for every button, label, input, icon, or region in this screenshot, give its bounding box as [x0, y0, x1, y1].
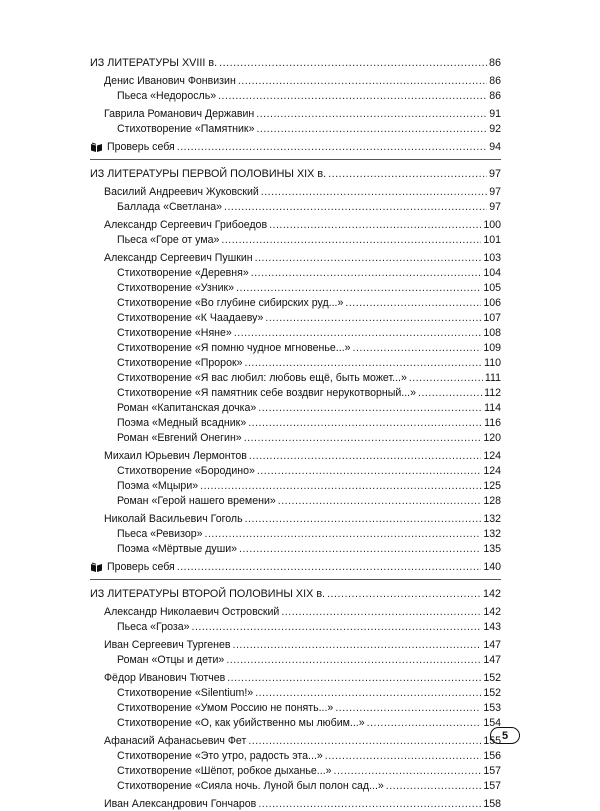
toc-work[interactable]: [90, 280, 501, 295]
self-check-label: Проверь себя: [107, 561, 175, 573]
toc-work-title: Роман «Евгений Онегин»: [117, 432, 242, 444]
toc-work-page: 105: [483, 282, 501, 294]
toc-author[interactable]: [90, 184, 501, 199]
toc-work-page: 124: [483, 465, 501, 477]
toc-work-page: 154: [483, 717, 501, 729]
toc-work-page: 120: [483, 432, 501, 444]
toc-work[interactable]: [90, 310, 501, 325]
section-heading-title: ИЗ ЛИТЕРАТУРЫ ВТОРОЙ ПОЛОВИНЫ XIX в.: [90, 588, 326, 600]
toc-work[interactable]: [90, 778, 501, 793]
toc-author-title: Александр Сергеевич Пушкин: [104, 252, 253, 264]
dot-leader: [269, 219, 481, 232]
dot-leader: [256, 123, 487, 136]
toc-work[interactable]: [90, 478, 501, 493]
toc-work-page: 86: [489, 90, 501, 102]
toc-work-title: Стихотворение «Узник»: [117, 282, 235, 294]
self-check-entry[interactable]: [90, 559, 501, 574]
section-divider: [90, 159, 501, 160]
dot-leader: [255, 252, 482, 265]
toc-work[interactable]: [90, 400, 501, 415]
toc-work[interactable]: [90, 295, 501, 310]
dot-leader: [334, 765, 482, 778]
toc-work[interactable]: [90, 370, 501, 385]
open-book-icon: [90, 562, 103, 573]
dot-leader: [226, 654, 481, 667]
toc-work-page: 108: [483, 327, 501, 339]
dot-leader: [265, 312, 481, 325]
dot-leader: [418, 387, 482, 400]
dot-leader: [227, 672, 481, 685]
toc-work[interactable]: [90, 385, 501, 400]
dot-leader: [192, 621, 482, 634]
dot-leader: [248, 735, 481, 748]
toc-work[interactable]: [90, 430, 501, 445]
dot-leader: [255, 687, 481, 700]
dot-leader: [386, 780, 482, 793]
toc-work[interactable]: [90, 340, 501, 355]
self-check-entry-page: 140: [483, 561, 501, 573]
toc-work[interactable]: [90, 88, 501, 103]
toc-work-title: Стихотворение «Silentium!»: [117, 687, 254, 699]
toc-work-title: Роман «Отцы и дети»: [117, 654, 225, 666]
toc-work-title: Пьеса «Гроза»: [117, 621, 190, 633]
dot-leader: [327, 588, 481, 601]
toc-work-page: 156: [483, 750, 501, 762]
dot-leader: [335, 702, 481, 715]
toc-work-page: 106: [483, 297, 501, 309]
toc-work-title: Пьеса «Горе от ума»: [117, 234, 220, 246]
dot-leader: [239, 543, 481, 556]
section-heading-page: 86: [488, 57, 501, 69]
toc-author-title: Василий Андреевич Жуковский: [104, 186, 259, 198]
toc-author-title: Михаил Юрьевич Лермонтов: [104, 450, 247, 462]
dot-leader: [261, 186, 487, 199]
dot-leader: [177, 141, 487, 154]
dot-leader: [244, 432, 482, 445]
toc-work-title: Поэма «Мёртвые души»: [117, 543, 238, 555]
toc-work-page: 135: [483, 543, 501, 555]
toc-work[interactable]: [90, 325, 501, 340]
toc-work-page: 125: [483, 480, 501, 492]
toc-work[interactable]: [90, 265, 501, 280]
section-heading-title: ИЗ ЛИТЕРАТУРЫ ПЕРВОЙ ПОЛОВИНЫ XIX в.: [90, 168, 327, 180]
self-check-entry-page: 94: [489, 141, 501, 153]
toc-work-title: Стихотворение «Во глубине сибирских руд...»: [117, 297, 344, 309]
dot-leader: [238, 75, 487, 88]
self-check-label: Проверь себя: [107, 141, 175, 153]
section-heading-title: ИЗ ЛИТЕРАТУРЫ XVIII в.: [90, 57, 218, 69]
toc-author[interactable]: [90, 73, 501, 88]
toc-work[interactable]: [90, 748, 501, 763]
toc-work-page: 101: [483, 234, 501, 246]
toc-author-page: 100: [483, 219, 501, 231]
toc-work-title: Пьеса «Недоросль»: [117, 90, 217, 102]
toc-author[interactable]: [90, 217, 501, 232]
toc-work-page: 147: [483, 654, 501, 666]
dot-leader: [328, 168, 487, 181]
toc-author-page: 132: [483, 513, 501, 525]
toc-author-page: 124: [483, 450, 501, 462]
section-heading[interactable]: [90, 166, 501, 181]
toc-work-page: 107: [483, 312, 501, 324]
table-of-contents: [90, 55, 501, 811]
toc-author[interactable]: [90, 106, 501, 121]
toc-work-title: Стихотворение «Я помню чудное мгновенье...»: [117, 342, 351, 354]
toc-work[interactable]: [90, 763, 501, 778]
toc-work-page: 157: [483, 765, 501, 777]
toc-work[interactable]: [90, 652, 501, 667]
toc-work-page: 157: [483, 780, 501, 792]
toc-work-page: 152: [483, 687, 501, 699]
toc-author-page: 97: [489, 186, 501, 198]
toc-author[interactable]: [90, 448, 501, 463]
section-heading[interactable]: [90, 55, 501, 70]
toc-work[interactable]: [90, 715, 501, 730]
dot-leader: [234, 327, 482, 340]
dot-leader: [278, 495, 482, 508]
toc-author-page: 152: [483, 672, 501, 684]
toc-author-title: Фёдор Иванович Тютчев: [104, 672, 226, 684]
toc-work-page: 112: [484, 387, 501, 399]
dot-leader: [245, 513, 482, 526]
toc-work-title: Стихотворение «О, как убийственно мы любим...»: [117, 717, 365, 729]
toc-author-title: Иван Александрович Гончаров: [104, 798, 257, 810]
dot-leader: [258, 402, 482, 415]
dot-leader: [218, 90, 487, 103]
dot-leader: [353, 342, 482, 355]
section-heading-page: 142: [482, 588, 501, 600]
dot-leader: [409, 372, 483, 385]
self-check-entry[interactable]: [90, 139, 501, 154]
section-heading[interactable]: [90, 586, 501, 601]
page-number: 5: [490, 727, 520, 744]
dot-leader: [248, 417, 482, 430]
toc-work-title: Пьеса «Ревизор»: [117, 528, 203, 540]
toc-work[interactable]: [90, 541, 501, 556]
toc-work-title: Стихотворение «Я вас любил: любовь ещё, быть может...»: [117, 372, 407, 384]
toc-author-title: Иван Сергеевич Тургенев: [104, 639, 231, 651]
toc-work-title: Стихотворение «Шёпот, робкое дыханье...»: [117, 765, 332, 777]
toc-author-title: Николай Васильевич Гоголь: [104, 513, 243, 525]
toc-work-title: Стихотворение «К Чаадаеву»: [117, 312, 264, 324]
toc-author[interactable]: [90, 670, 501, 685]
dot-leader: [281, 606, 481, 619]
toc-work-page: 104: [483, 267, 501, 279]
dot-leader: [236, 282, 481, 295]
toc-work-page: 128: [483, 495, 501, 507]
toc-work-page: 92: [489, 123, 501, 135]
toc-work[interactable]: [90, 232, 501, 247]
dot-leader: [249, 450, 481, 463]
dot-leader: [325, 750, 482, 763]
toc-work-title: Поэма «Мцыри»: [117, 480, 199, 492]
dot-leader: [221, 234, 481, 247]
dot-leader: [258, 798, 481, 811]
toc-author-title: Александр Сергеевич Грибоедов: [104, 219, 268, 231]
toc-author-page: 158: [483, 798, 501, 810]
toc-work-title: Баллада «Светлана»: [117, 201, 223, 213]
toc-author[interactable]: [90, 637, 501, 652]
toc-author-page: 91: [489, 108, 501, 120]
toc-work-page: 116: [484, 417, 501, 429]
toc-author[interactable]: [90, 604, 501, 619]
toc-work[interactable]: [90, 121, 501, 136]
dot-leader: [233, 639, 482, 652]
self-check-entry-title: [90, 141, 177, 154]
toc-work-title: Стихотворение «Памятник»: [117, 123, 255, 135]
toc-work-title: Стихотворение «Это утро, радость эта...»: [117, 750, 323, 762]
toc-work-title: Стихотворение «Бородино»: [117, 465, 255, 477]
dot-leader: [200, 480, 481, 493]
toc-work-page: 111: [484, 372, 501, 384]
dot-leader: [257, 465, 481, 478]
toc-work[interactable]: [90, 415, 501, 430]
toc-work[interactable]: [90, 355, 501, 370]
toc-author-page: 103: [483, 252, 501, 264]
toc-work-title: Стихотворение «Сияла ночь. Луной был полон сад...»: [117, 780, 384, 792]
toc-work-title: Стихотворение «Пророк»: [117, 357, 243, 369]
toc-work-title: Стихотворение «Няне»: [117, 327, 232, 339]
dot-leader: [345, 297, 481, 310]
dot-leader: [219, 57, 487, 70]
toc-work[interactable]: [90, 700, 501, 715]
toc-work-page: 143: [483, 621, 501, 633]
toc-author-page: 86: [489, 75, 501, 87]
toc-work-page: 132: [483, 528, 501, 540]
toc-work-title: Поэма «Медный всадник»: [117, 417, 247, 429]
dot-leader: [245, 357, 483, 370]
self-check-entry-title: [90, 561, 177, 574]
dot-leader: [251, 267, 482, 280]
toc-work-page: 110: [484, 357, 501, 369]
toc-work-title: Стихотворение «Я памятник себе воздвиг нерукотворный...»: [117, 387, 416, 399]
toc-author-title: Гаврила Романович Державин: [104, 108, 255, 120]
toc-author-page: 155: [483, 735, 501, 747]
toc-work-title: Стихотворение «Умом Россию не понять...»: [117, 702, 334, 714]
open-book-icon: [90, 142, 103, 153]
dot-leader: [205, 528, 482, 541]
section-divider: [90, 579, 501, 580]
toc-author-page: 147: [483, 639, 501, 651]
section-heading-page: 97: [488, 168, 501, 180]
toc-author-title: Денис Иванович Фонвизин: [104, 75, 236, 87]
toc-work[interactable]: [90, 685, 501, 700]
dot-leader: [224, 201, 487, 214]
toc-work[interactable]: [90, 199, 501, 214]
toc-author[interactable]: [90, 250, 501, 265]
dot-leader: [256, 108, 487, 121]
toc-work-page: 109: [483, 342, 501, 354]
toc-work-page: 97: [489, 201, 501, 213]
toc-work[interactable]: [90, 619, 501, 634]
toc-author-title: Афанасий Афанасьевич Фет: [104, 735, 247, 747]
toc-work-page: 114: [484, 402, 501, 414]
toc-work-title: Стихотворение «Деревня»: [117, 267, 249, 279]
toc-work[interactable]: [90, 493, 501, 508]
dot-leader: [177, 561, 482, 574]
toc-author-title: Александр Николаевич Островский: [104, 606, 280, 618]
toc-author[interactable]: [90, 733, 501, 748]
toc-work-title: Роман «Капитанская дочка»: [117, 402, 257, 414]
toc-author-page: 142: [483, 606, 501, 618]
toc-work[interactable]: [90, 463, 501, 478]
toc-author[interactable]: [90, 511, 501, 526]
toc-author[interactable]: [90, 796, 501, 811]
toc-work-page: 153: [483, 702, 501, 714]
toc-work-title: Роман «Герой нашего времени»: [117, 495, 276, 507]
dot-leader: [367, 717, 482, 730]
toc-work[interactable]: [90, 526, 501, 541]
